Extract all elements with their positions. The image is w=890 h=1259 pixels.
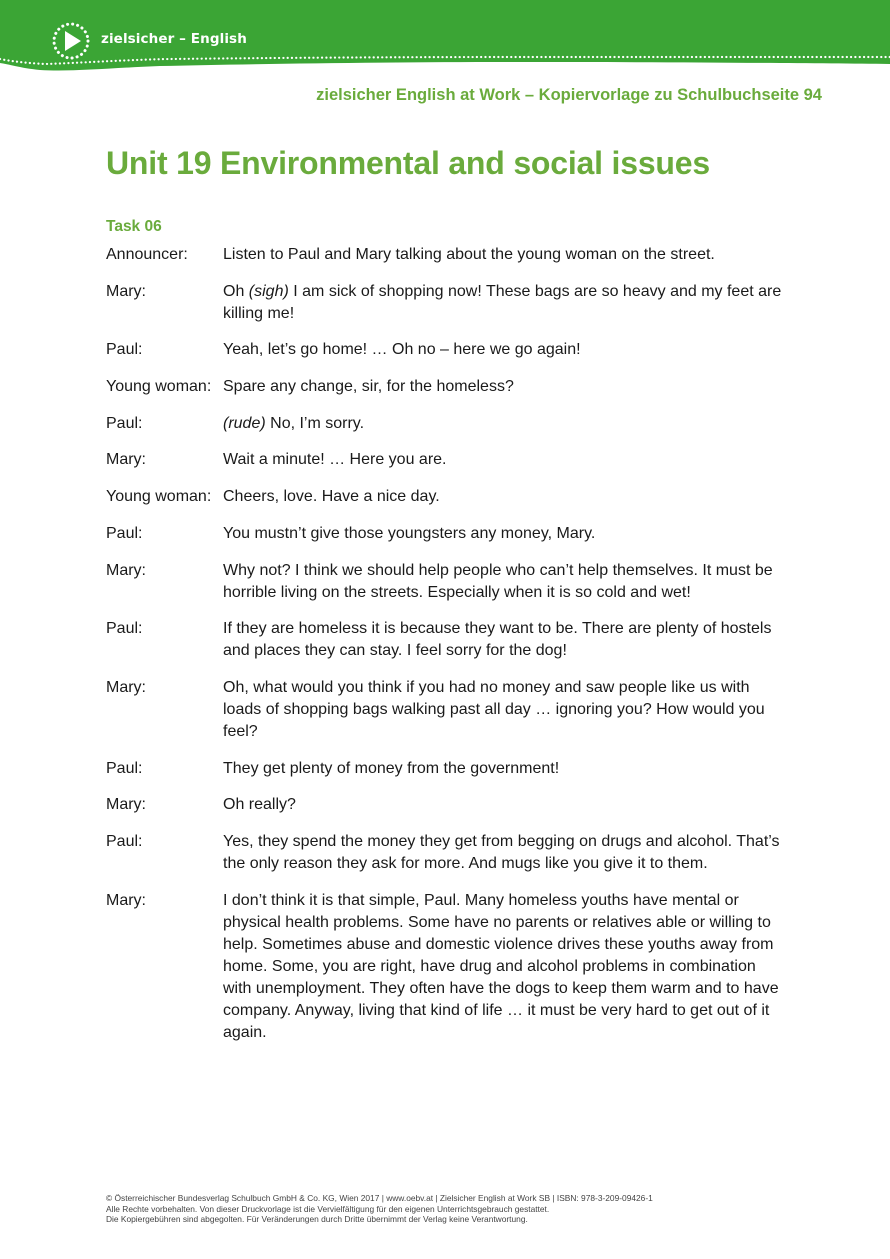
speaker-label: Mary: xyxy=(106,561,146,579)
dialogue-line xyxy=(106,794,796,816)
dialogue-line xyxy=(106,560,796,604)
task-heading: Task 06 xyxy=(106,218,162,235)
header-banner xyxy=(0,0,890,80)
speech-text: Listen to Paul and Mary talking about the young woman on the street. xyxy=(223,246,715,263)
speech-text: Why not? I think we should help people who can’t help themselves. It must be horrible living on the streets. Especially when it is so cold and wet! xyxy=(223,561,773,601)
page-subtitle: zielsicher English at Work – Kopiervorlage zu Schulbuchseite 94 xyxy=(316,86,822,104)
dialogue-line xyxy=(106,449,796,471)
dialogue-line xyxy=(106,413,796,435)
speech-text-part: Oh xyxy=(223,282,249,300)
dialogue-line xyxy=(106,244,796,266)
speech-text: I don’t think it is that simple, Paul. Many homeless youths have mental or physical health problems. Some have no parents or relatives able or willing to help. Sometimes abuse and domestic violence drives these youths away from home. Some, you are right, have drug and alcohol problems in combination with unemployment. They often have the dogs to keep them warm and to have company. Anyway, living that kind of life … it must be very hard to get out of it again. xyxy=(223,891,779,1041)
dialogue-line xyxy=(106,523,796,545)
speech-text: If they are homeless it is because they want to be. There are plenty of hostels and places they can stay. I feel sorry for the dog! xyxy=(223,620,772,660)
speech-text: Oh really? xyxy=(223,796,296,814)
speaker-label: Announcer: xyxy=(106,246,188,263)
speech-text: They get plenty of money from the government! xyxy=(223,759,560,777)
speaker-label: Young woman: xyxy=(106,488,212,506)
speech-text-part: I am sick of shopping now! These bags are so heavy and my feet are killing me! xyxy=(223,282,782,322)
dialogue-line xyxy=(106,281,796,325)
speaker-label: Paul: xyxy=(106,832,143,850)
copyright-footer xyxy=(106,1193,653,1225)
speaker-label: Paul: xyxy=(106,759,143,777)
speaker-label: Paul: xyxy=(106,524,143,542)
dialogue-line xyxy=(106,376,796,398)
speaker-label: Paul: xyxy=(106,620,143,638)
brand-name: zielsicher – English xyxy=(101,31,247,47)
dialogue-line xyxy=(106,831,796,875)
dialogue-line xyxy=(106,890,796,1044)
footer-line: Alle Rechte vorbehalten. Von dieser Druckvorlage ist die Vervielfältigung für den eigenen Unterrichtsgebrauch gestattet. xyxy=(106,1203,550,1214)
speaker-label: Mary: xyxy=(106,451,146,469)
dialogue-line xyxy=(106,758,796,780)
speech-text: You mustn’t give those youngsters any money, Mary. xyxy=(223,524,596,542)
speech-text xyxy=(223,413,788,435)
speaker-label: Paul: xyxy=(106,341,143,359)
speaker-label: Mary: xyxy=(106,678,146,696)
speech-text xyxy=(223,281,788,325)
dialogue-line xyxy=(106,618,796,662)
dialogue-transcript xyxy=(106,244,796,1058)
stage-direction: (rude) xyxy=(223,414,266,432)
footer-line: Die Kopiergebühren sind abgegolten. Für Veränderungen durch Dritte übernimmt der Verlag keine Verantwortung. xyxy=(106,1214,528,1225)
stage-direction: (sigh) xyxy=(248,282,289,300)
speech-text: Oh, what would you think if you had no money and saw people like us with loads of shopping bags walking past all day … ignoring you? How would you feel? xyxy=(223,678,765,740)
speech-text: Cheers, love. Have a nice day. xyxy=(223,488,440,506)
speaker-label: Mary: xyxy=(106,891,146,909)
dialogue-line xyxy=(106,486,796,508)
speaker-label: Mary: xyxy=(106,796,146,814)
speech-text: Yes, they spend the money they get from begging on drugs and alcohol. That’s the only reason they ask for more. And mugs like you give it to them. xyxy=(223,832,780,872)
speech-text-part: No, I’m sorry. xyxy=(265,414,365,432)
speaker-label: Young woman: xyxy=(106,378,212,396)
speaker-label: Mary: xyxy=(106,282,146,300)
play-circle-icon xyxy=(50,20,92,62)
dialogue-line xyxy=(106,677,796,743)
footer-line: © Österreichischer Bundesverlag Schulbuch GmbH & Co. KG, Wien 2017 | www.oebv.at | Zielsicher English at Work SB | ISBN: 978-3-209-09426-1 xyxy=(106,1193,653,1203)
speaker-label: Paul: xyxy=(106,414,143,432)
unit-title: Unit 19 Environmental and social issues xyxy=(106,145,710,181)
dialogue-line xyxy=(106,339,796,361)
speech-text: Yeah, let’s go home! … Oh no – here we go again! xyxy=(223,341,581,359)
speech-text: Wait a minute! … Here you are. xyxy=(223,451,447,469)
speech-text: Spare any change, sir, for the homeless? xyxy=(223,378,514,396)
